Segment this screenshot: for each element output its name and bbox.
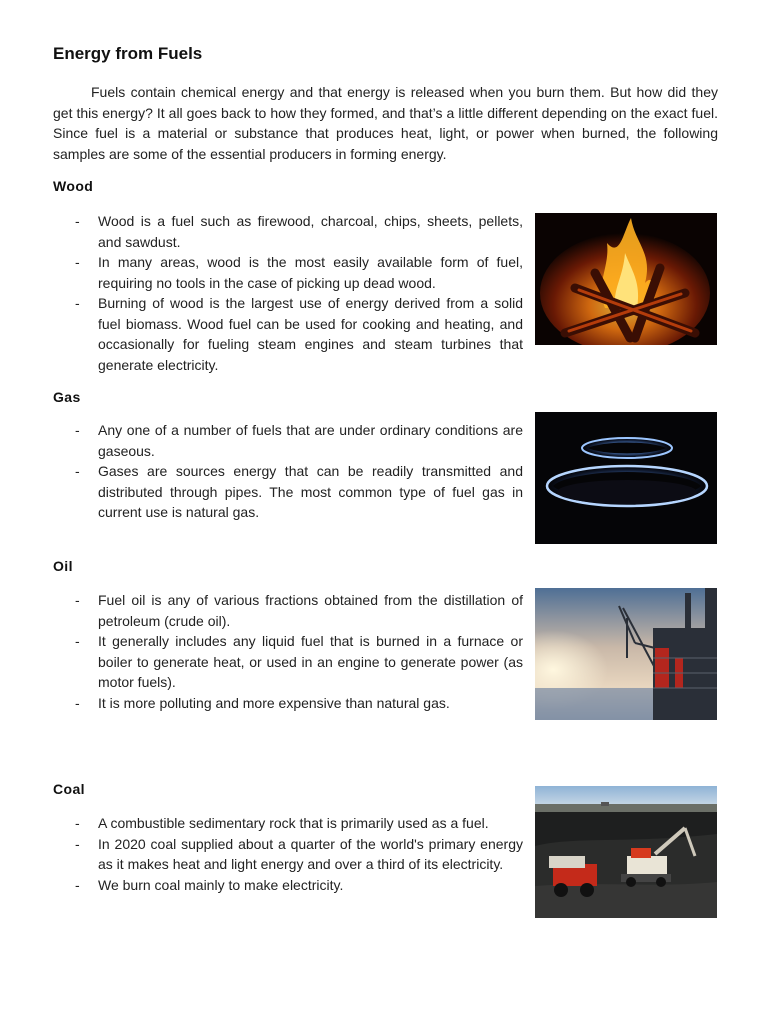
section-heading-gas: Gas [53,389,81,405]
campfire-icon [535,213,717,345]
section-heading-wood: Wood [53,178,94,194]
wood-list [53,211,523,375]
page-title: Energy from Fuels [53,44,203,63]
list-item: - Fuel oil is any of various fractions obtained from the distillation of petroleum (crude oil). [75,592,523,629]
list-item: - We burn coal mainly to make electricity. [75,876,344,893]
gas-flame-icon [535,412,717,544]
list-item: - It generally includes any liquid fuel that is burned in a furnace or boiler to generate heat, or used in an engine to generate power (as motor fuels). [75,633,523,690]
coal-mine-icon [535,786,717,918]
coal-list [53,813,523,895]
gas-list [53,420,523,523]
list-item: - Any one of a number of fuels that are under ordinary conditions are gaseous. [75,422,523,459]
list-item: - In many areas, wood is the most easily available form of fuel, requiring no tools in the case of picking up dead wood. [75,254,523,291]
section-heading-coal: Coal [53,781,85,797]
list-item: - Gases are sources energy that can be readily transmitted and distributed through pipes. The most common type of fuel gas in current use is natural gas. [75,463,523,520]
list-item: - Wood is a fuel such as firewood, charcoal, chips, sheets, pellets, and sawdust. [75,213,523,250]
intro-paragraph: Fuels contain chemical energy and that energy is released when you burn them. But how did they get this energy? It all goes back to how they formed, and that’s a little different depending on the exact fuel. Since fuel is a material or substance that produces heat, light, or power when burned, the following samples are some of the essential producers in forming energy. [53,84,718,162]
list-item: - In 2020 coal supplied about a quarter of the world's primary energy as it makes heat and light energy and over a third of its electricity. [75,835,523,872]
list-item: - A combustible sedimentary rock that is primarily used as a fuel. [75,815,489,831]
oil-list [53,590,523,713]
oil-rig-icon [535,588,717,720]
list-item: - It is more polluting and more expensive than natural gas. [75,694,450,711]
section-heading-oil: Oil [53,558,73,574]
list-item: - Burning of wood is the largest use of energy derived from a solid fuel biomass. Wood fuel can be used for cooking and heating, and occasionally for fueling steam engines and steam turbines that generate electricity. [75,295,523,373]
